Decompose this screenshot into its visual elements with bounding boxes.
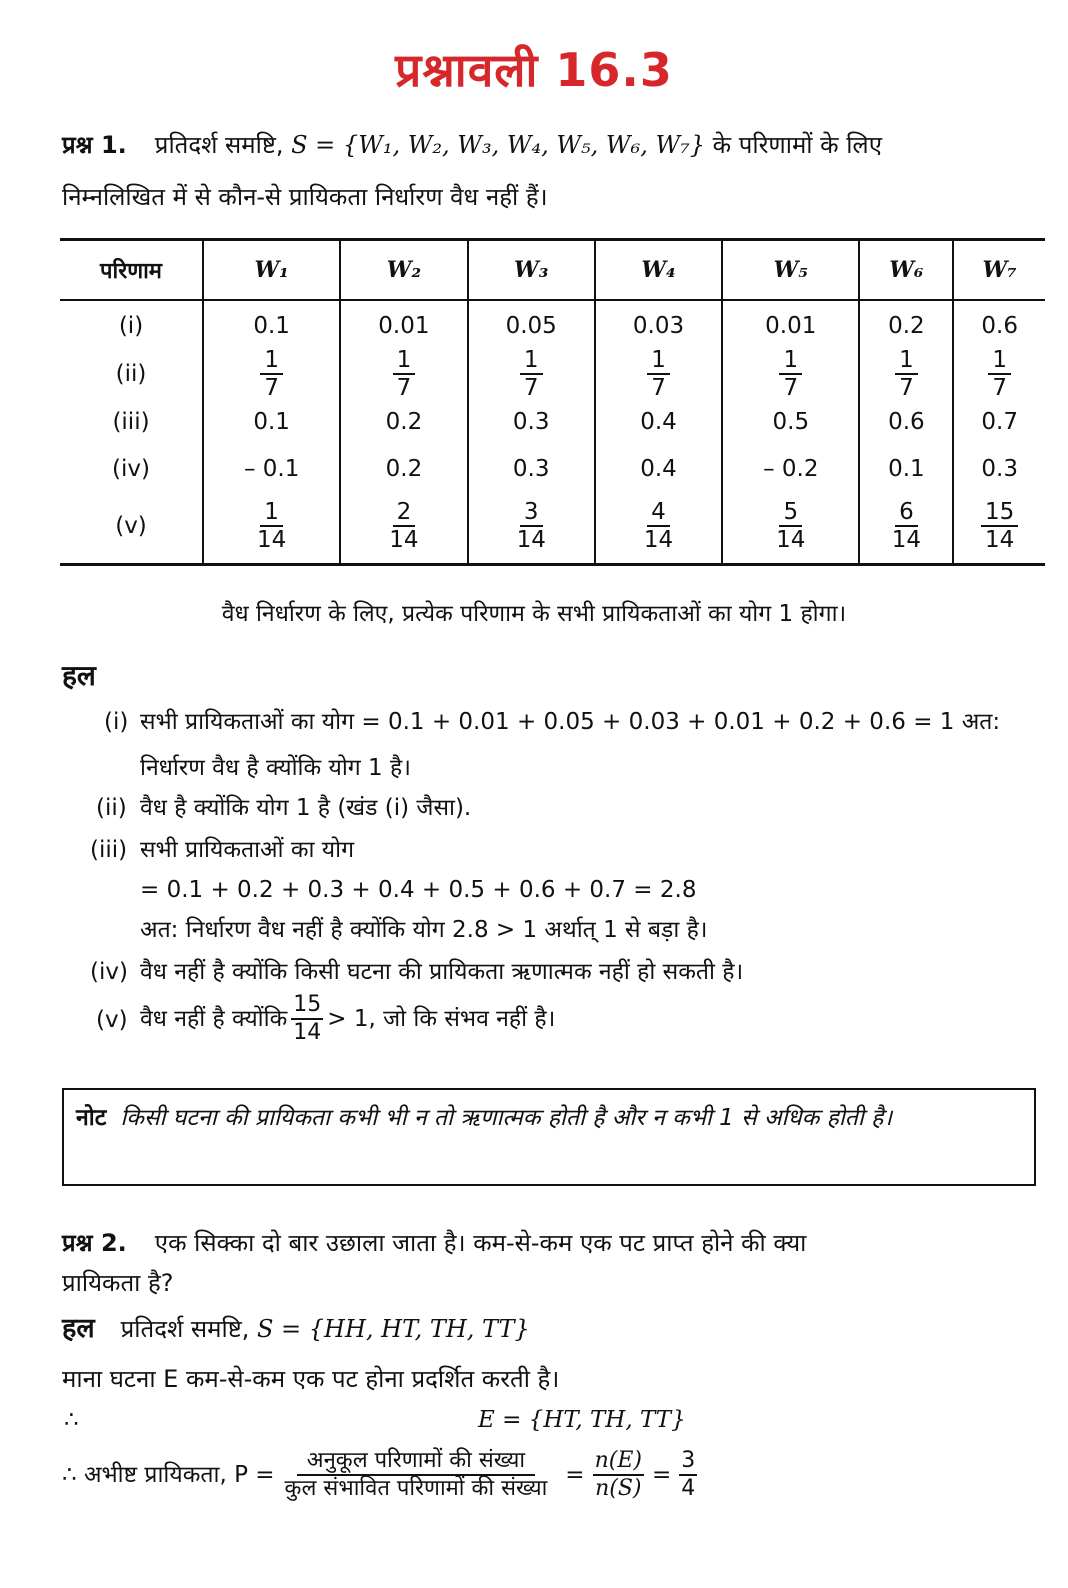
cell-value: 0.2 <box>888 313 925 339</box>
denominator: n(S) <box>595 1476 642 1501</box>
numerator: 4 <box>647 499 670 527</box>
numerator: 1 <box>393 347 416 375</box>
event-line: माना घटना E कम-से-कम एक पट होना प्रदर्शित करती है। <box>62 1365 560 1393</box>
cell-value: – 0.2 <box>763 456 819 482</box>
equals-sign: = <box>565 1462 585 1488</box>
fraction <box>647 347 670 401</box>
cell-value: 0.1 <box>888 456 925 482</box>
numerator: 1 <box>260 499 283 527</box>
fraction <box>385 499 422 553</box>
numerator: 3 <box>679 1448 697 1476</box>
column-w5 <box>722 300 859 565</box>
denominator: कुल संभावित परिणामों की संख्या <box>284 1476 548 1501</box>
question-text: प्रतिदर्श समष्टि, <box>154 131 292 159</box>
header-w1: W₁ <box>203 240 340 301</box>
column-w1 <box>203 300 340 565</box>
numerator: 5 <box>779 499 802 527</box>
cell-value: – 0.1 <box>243 456 300 482</box>
sol-i-line-2: निर्धारण वैध है क्योंकि योग 1 है। <box>140 755 411 781</box>
fraction <box>513 499 550 553</box>
numerator: 15 <box>291 992 323 1020</box>
cell-value: 0.3 <box>981 456 1018 482</box>
fraction <box>393 347 416 401</box>
denominator: 14 <box>643 527 674 553</box>
denominator: 7 <box>651 375 666 401</box>
header-w6: W₆ <box>859 240 953 301</box>
sample-text: प्रतिदर्श समष्टि, <box>120 1315 257 1343</box>
header-w7: W₇ <box>953 240 1045 301</box>
cell-value: 0.3 <box>512 456 550 482</box>
sol-iii-line-3: अत: निर्धारण वैध नहीं है क्योंकि योग 2.8 > 1 अर्थात् 1 से बड़ा है। <box>140 917 708 943</box>
column-w2 <box>340 300 467 565</box>
denominator: 14 <box>985 527 1015 553</box>
cell-value: 0.5 <box>772 409 810 435</box>
sol-iii-label: (iii) <box>90 837 128 863</box>
table-header-row <box>60 240 1045 301</box>
probability-formula <box>62 1448 697 1502</box>
numerator: 1 <box>647 347 670 375</box>
cell-value: 0.01 <box>378 313 430 339</box>
sample-space: S = {HH, HT, TH, TT} <box>256 1315 530 1343</box>
numerator: 3 <box>520 499 543 527</box>
fraction <box>260 347 283 401</box>
question-1-line-1 <box>62 128 1050 162</box>
numerator: अनुकूल परिणामों की संख्या <box>297 1448 535 1476</box>
sol-iii-line-2: = 0.1 + 0.2 + 0.3 + 0.4 + 0.5 + 0.6 + 0.7 = 2.8 <box>140 877 697 903</box>
question-2-line-1 <box>62 1226 1050 1260</box>
fraction <box>981 499 1018 553</box>
row-label: (v) <box>115 513 147 539</box>
row-label: (i) <box>118 313 144 339</box>
solution-heading: हल <box>62 659 96 692</box>
column-w7 <box>953 300 1045 565</box>
sol-v-line <box>140 992 555 1046</box>
denominator: 7 <box>396 375 412 401</box>
q2-solution-line <box>62 1312 1050 1346</box>
question-text-end: के परिणामों के लिए <box>705 131 882 159</box>
sol-i-line-1: सभी प्रायिकताओं का योग = 0.1 + 0.01 + 0.05 + 0.03 + 0.01 + 0.2 + 0.6 = 1 अत: <box>140 709 1001 735</box>
prob-pre: ∴ अभीष्ट प्रायिकता, P = <box>62 1462 275 1488</box>
header-w4: W₄ <box>595 240 722 301</box>
probability-table <box>60 238 1045 566</box>
numerator: 1 <box>520 347 543 375</box>
cell-value: 0.2 <box>385 456 423 482</box>
fraction <box>779 347 802 401</box>
cell-value: 0.03 <box>632 313 685 339</box>
row-label: (iii) <box>112 409 150 435</box>
fraction <box>285 1448 548 1502</box>
sol-iv-line: वैध नहीं है क्योंकि किसी घटना की प्रायिकता ऋणात्मक नहीं हो सकती है। <box>140 959 744 985</box>
sol-ii-label: (ii) <box>96 795 127 821</box>
denominator: 7 <box>992 375 1007 401</box>
note-box <box>62 1088 1036 1186</box>
page-title: प्रश्नावली 16.3 <box>395 43 673 97</box>
denominator: 7 <box>264 375 279 401</box>
cell-value: 0.1 <box>253 409 290 435</box>
numerator: 1 <box>260 347 283 375</box>
fraction <box>772 499 809 553</box>
sol-iii-line-1: सभी प्रायिकताओं का योग <box>140 837 355 863</box>
cell-value: 0.4 <box>640 409 677 435</box>
sol-iv-label: (iv) <box>90 959 128 985</box>
denominator: 7 <box>899 375 914 401</box>
row-label: (iv) <box>112 456 150 482</box>
denominator: 14 <box>776 527 806 553</box>
cell-value: 0.1 <box>253 313 290 339</box>
sol-v-post: > 1, जो कि संभव नहीं है। <box>327 1006 556 1032</box>
numerator: 2 <box>393 499 416 527</box>
header-outcome: परिणाम <box>60 240 203 301</box>
sol-i-label: (i) <box>104 709 129 735</box>
cell-value: 0.6 <box>981 313 1018 339</box>
fraction <box>520 347 543 401</box>
numerator: 1 <box>988 347 1011 375</box>
header-w5: W₅ <box>722 240 859 301</box>
denominator: 14 <box>256 527 287 553</box>
cell-value: 0.7 <box>981 409 1018 435</box>
column-w3 <box>468 300 595 565</box>
numerator: 6 <box>895 499 918 527</box>
question-1-line-2: निम्नलिखित में से कौन-से प्रायिकता निर्धारण वैध नहीं हैं। <box>62 183 548 211</box>
question-text: एक सिक्का दो बार उछाला जाता है। कम-से-कम एक पट प्राप्त होने की क्या <box>154 1229 807 1257</box>
denominator: 7 <box>523 375 539 401</box>
fraction <box>888 499 925 553</box>
equals-sign: = <box>651 1462 672 1488</box>
denominator: 7 <box>783 375 799 401</box>
sol-v-label: (v) <box>96 1007 128 1033</box>
sol-ii-line: वैध है क्योंकि योग 1 है (खंड (i) जैसा). <box>140 795 472 821</box>
cell-value: 0.6 <box>888 409 925 435</box>
event-set: E = {HT, TH, TT} <box>478 1407 686 1433</box>
fraction <box>679 1448 697 1502</box>
question-2-line-2: प्रायिकता है? <box>62 1269 174 1297</box>
therefore-symbol: ∴ <box>64 1407 79 1433</box>
table-body-row <box>60 300 1045 565</box>
denominator: 14 <box>389 527 419 553</box>
column-w6 <box>859 300 953 565</box>
numerator: 1 <box>779 347 802 375</box>
question-number: प्रश्न 2. <box>62 1229 127 1257</box>
sample-space: S = {W₁, W₂, W₃, W₄, W₅, W₆, W₇} <box>291 131 706 159</box>
numerator: 15 <box>981 499 1018 527</box>
note-text: किसी घटना की प्रायिकता कभी भी न तो ऋणात्मक होती है और न कभी 1 से अधिक होती है। <box>120 1105 893 1131</box>
header-w3: W₃ <box>468 240 595 301</box>
fraction <box>895 347 918 401</box>
row-labels <box>60 300 203 565</box>
fraction <box>640 499 677 553</box>
cell-value: 0.2 <box>385 409 423 435</box>
note-label: नोट <box>76 1105 107 1131</box>
denominator: 14 <box>516 527 546 553</box>
numerator: 1 <box>895 347 918 375</box>
cell-value: 0.4 <box>640 456 677 482</box>
validity-rule: वैध निर्धारण के लिए, प्रत्येक परिणाम के सभी प्रायिकताओं का योग 1 होगा। <box>221 601 847 627</box>
denominator: 14 <box>293 1020 322 1045</box>
sol-v-pre: वैध नहीं है क्योंकि <box>140 1006 288 1032</box>
numerator: n(E) <box>593 1448 644 1476</box>
fraction <box>291 992 323 1046</box>
denominator: 14 <box>891 527 922 553</box>
column-w4 <box>595 300 722 565</box>
fraction <box>593 1448 644 1502</box>
question-number: प्रश्न 1. <box>62 131 127 159</box>
cell-value: 0.05 <box>505 313 557 339</box>
cell-value: 0.01 <box>765 313 817 339</box>
fraction <box>988 347 1011 401</box>
row-label: (ii) <box>115 361 147 387</box>
denominator: 4 <box>681 1476 696 1501</box>
fraction <box>253 499 290 553</box>
cell-value: 0.3 <box>512 409 550 435</box>
solution-label: हल <box>62 1313 95 1344</box>
header-w2: W₂ <box>340 240 467 301</box>
